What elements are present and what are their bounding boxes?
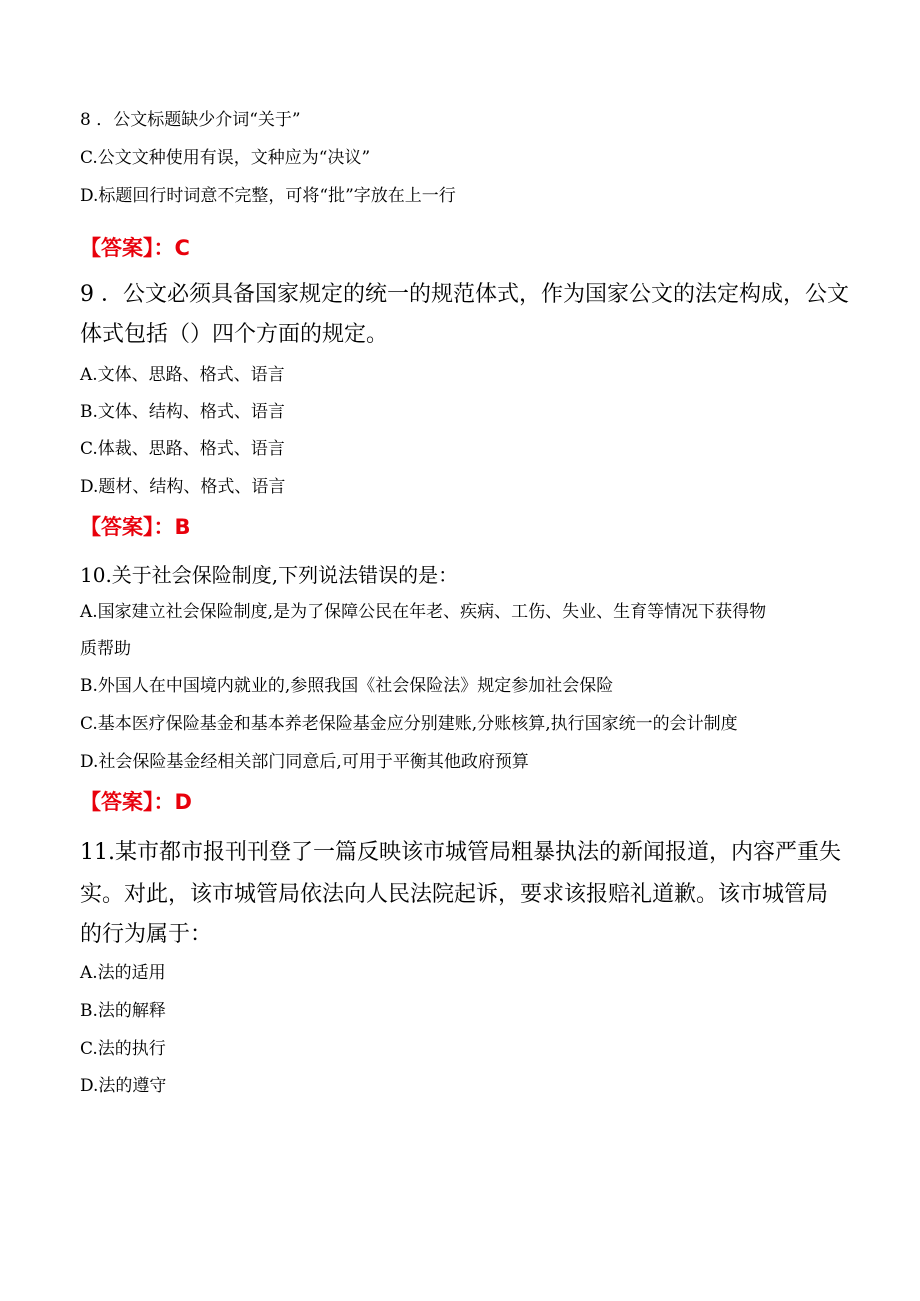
q11-stem-line1: 11.某市都市报刊刊登了一篇反映该市城管局粗暴执法的新闻报道，内容严重失 <box>80 840 841 865</box>
q10-stem: 10.关于社会保险制度,下列说法错误的是： <box>80 563 459 587</box>
q10-answer: 【答案】：D <box>80 790 192 814</box>
q10-option-b: B.外国人在中国境内就业的,参照我国《社会保险法》规定参加社会保险 <box>80 676 614 696</box>
q11-option-a: A.法的适用 <box>80 963 166 983</box>
q8-option-d: D.标题回行时词意不完整，可将“批”字放在上一行 <box>80 186 456 206</box>
q9-stem-line1: 9 ．公文必须具备国家规定的统一的规范体式，作为国家公文的法定构成，公文 <box>80 282 849 307</box>
q9-option-b: B.文体、结构、格式、语言 <box>80 402 285 422</box>
q11-stem-line2: 实。对此，该市城管局依法向人民法院起诉，要求该报赔礼道歉。该市城管局 <box>80 882 829 907</box>
q10-option-d: D.社会保险基金经相关部门同意后,可用于平衡其他政府预算 <box>80 752 529 772</box>
q9-answer: 【答案】：B <box>80 515 191 539</box>
q9-stem-line2: 体式包括（）四个方面的规定。 <box>80 322 389 347</box>
q10-option-a-line2: 质帮助 <box>80 639 131 659</box>
q9-option-a: A.文体、思路、格式、语言 <box>80 365 285 385</box>
q10-option-a-line1: A.国家建立社会保险制度,是为了保障公民在年老、疾病、工伤、失业、生育等情况下获得物 <box>80 602 767 622</box>
q10-option-c: C.基本医疗保险基金和基本养老保险基金应分别建账,分账核算,执行国家统一的会计制度 <box>80 714 738 734</box>
q8-option-b: 8 ．公文标题缺少介词“关于” <box>80 110 301 130</box>
q9-option-d: D.题材、结构、格式、语言 <box>80 477 286 497</box>
q11-option-d: D.法的遵守 <box>80 1076 167 1096</box>
q11-option-c: C.法的执行 <box>80 1039 166 1059</box>
q11-option-b: B.法的解释 <box>80 1001 166 1021</box>
q8-answer: 【答案】：C <box>80 236 190 260</box>
q9-option-c: C.体裁、思路、格式、语言 <box>80 439 285 459</box>
q8-option-c: C.公文文种使用有误，文种应为“决议” <box>80 148 371 168</box>
q11-stem-line3: 的行为属于： <box>80 922 213 947</box>
